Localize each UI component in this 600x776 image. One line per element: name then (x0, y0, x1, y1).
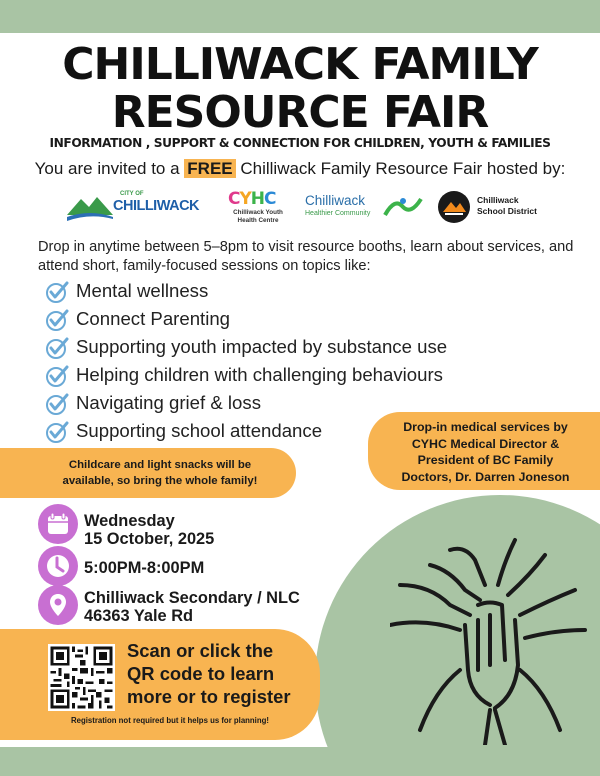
subtitle: INFORMATION , SUPPORT & CONNECTION FOR CHILDREN, YOUTH & FAMILIES (49, 136, 551, 150)
bottom-band (0, 747, 600, 776)
list-item (45, 334, 447, 362)
invite-before: You are invited to a (34, 159, 185, 178)
healthy-tagline: Healthier Community (305, 210, 371, 217)
city-small-label: CITY OF (120, 191, 144, 197)
event-address: 46363 Yale Rd (84, 607, 194, 625)
medical-line1: Drop-in medical services by (403, 420, 568, 434)
hands-together-icon (390, 530, 590, 745)
childcare-line2: available, so bring the whole family! (62, 475, 258, 487)
topic-label: Connect Parenting (76, 308, 231, 329)
list-item (45, 362, 447, 390)
topic-label: Helping children with challenging behaviours (76, 364, 443, 385)
childcare-line1: Childcare and light snacks will be (68, 459, 252, 471)
topic-label: Supporting youth impacted by substance use (76, 336, 448, 357)
check-circle-icon (45, 364, 69, 388)
check-circle-icon (45, 308, 69, 332)
event-venue: Chilliwack Secondary / NLC (84, 589, 300, 607)
calendar-icon (38, 504, 78, 544)
topic-label: Navigating grief & loss (76, 392, 261, 413)
school-line1: Chilliwack (477, 195, 519, 205)
intro-paragraph: Drop in anytime between 5–8pm to visit resource booths, learn about services, and attend short, family-focused sessions on topics like: (38, 239, 574, 274)
city-of-chilliwack-logo (65, 188, 210, 228)
invite-line (0, 159, 600, 179)
top-band (0, 0, 600, 33)
medical-line4: Doctors, Dr. Darren Joneson (401, 469, 570, 484)
medical-services-callout (368, 412, 600, 490)
location-pin-icon (38, 585, 78, 625)
scan-line2: QR code to learn (127, 663, 275, 684)
page-title-line2: RESOURCE FAIR (111, 87, 489, 138)
list-item (45, 306, 447, 334)
invite-after: Chilliwack Family Resource Fair hosted by: (235, 159, 566, 178)
medical-line3: President of BC Family (417, 453, 554, 467)
school-district-logo (437, 188, 547, 228)
qr-code[interactable] (48, 644, 115, 711)
cyhc-logo (222, 188, 294, 228)
topic-label: Supporting school attendance (76, 420, 323, 441)
list-item (45, 278, 447, 306)
healthier-community-logo (305, 188, 425, 228)
free-highlight: FREE (184, 159, 235, 178)
cyhc-line2: Health Centre (237, 217, 279, 224)
school-line2: School District (477, 206, 537, 216)
childcare-callout (0, 448, 296, 498)
healthy-name: Chilliwack (305, 193, 366, 208)
city-name: CHILLIWACK (113, 198, 200, 214)
medical-line2: CYHC Medical Director & (411, 436, 560, 451)
medical-text (378, 419, 593, 485)
check-circle-icon (45, 392, 69, 416)
check-circle-icon (45, 280, 69, 304)
event-date: 15 October, 2025 (84, 530, 215, 548)
scan-instructions (127, 639, 307, 708)
childcare-text (40, 457, 280, 489)
clock-icon (38, 546, 78, 586)
topic-label: Mental wellness (76, 280, 209, 301)
host-logos (0, 188, 600, 228)
healthy-swoosh-icon (383, 193, 423, 221)
event-time: 5:00PM-8:00PM (84, 559, 205, 577)
scan-line3: more or to register (127, 686, 291, 707)
school-district-icon (437, 190, 471, 224)
city-mountain-icon (65, 191, 115, 223)
check-circle-icon (45, 420, 69, 444)
cyhc-line1: Chilliwack Youth (233, 209, 283, 216)
cyhc-mark: CYHC (228, 189, 276, 209)
registration-note: Registration not required but it helps us for planning! (71, 716, 269, 725)
page-title-line1: CHILLIWACK FAMILY (62, 39, 538, 90)
event-day: Wednesday (84, 512, 175, 530)
scan-line1: Scan or click the (127, 640, 274, 661)
check-circle-icon (45, 336, 69, 360)
